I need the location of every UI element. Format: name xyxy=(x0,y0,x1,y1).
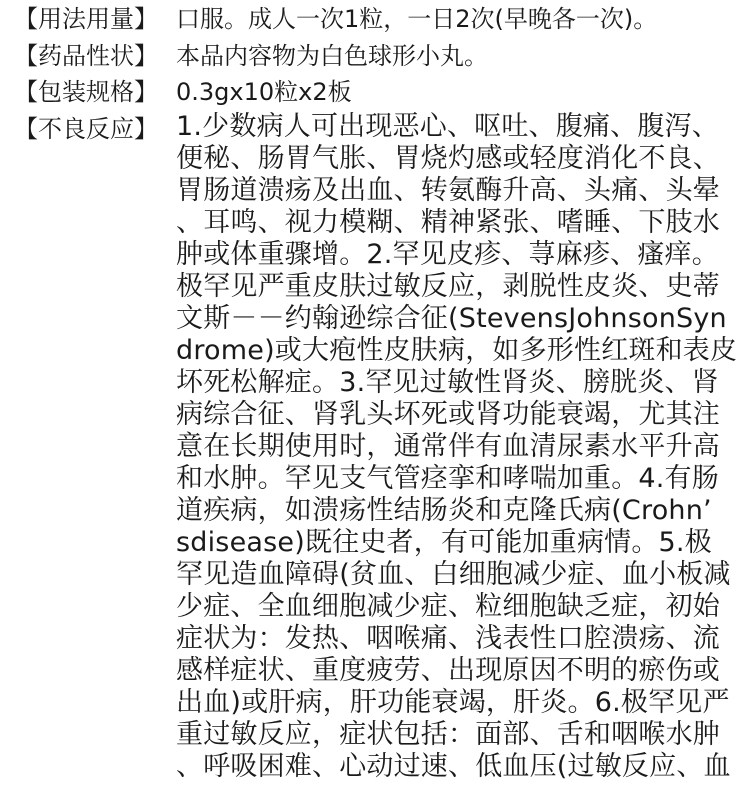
adverse-line: 出血)或肝病，肝功能衰竭，肝炎。6.极罕见严 xyxy=(176,687,730,718)
appearance-value: 本品内容物为白色球形小丸。 xyxy=(176,42,488,70)
adverse-line: 重过敏反应，症状包括：面部、舌和咽喉水肿 xyxy=(176,719,720,750)
adverse-line: 文斯－－约翰逊综合征(StevensJohnsonSyn xyxy=(176,303,727,334)
adverse-line: 胃肠道溃疡及出血、转氨酶升高、头痛、头晕 xyxy=(176,175,720,206)
appearance-label: 【药品性状】 xyxy=(14,42,158,70)
adverse-line: 坏死松解症。3.罕见过敏性肾炎、膀胱炎、肾 xyxy=(176,367,719,398)
package-label: 【包装规格】 xyxy=(14,78,158,106)
adverse-line: 症状为：发热、咽喉痛、浅表性口腔溃疡、流 xyxy=(176,623,720,654)
adverse-line: 、呼吸困难、心动过速、低血压(过敏反应、血 xyxy=(176,751,731,782)
adverse-line: 、耳鸣、视力模糊、精神紧张、嗜睡、下肢水 xyxy=(176,207,720,238)
usage-value: 口服。成人一次1粒，一日2次(早晚各一次)。 xyxy=(176,5,658,33)
usage-label: 【用法用量】 xyxy=(14,5,158,33)
adverse-line: 感样症状、重度疲劳、出现原因不明的瘀伤或 xyxy=(176,655,720,686)
adverse-line: 病综合征、肾乳头坏死或肾功能衰竭，尤其注 xyxy=(176,399,720,430)
adverse-line: 便秘、肠胃气胀、胃烧灼感或轻度消化不良、 xyxy=(176,143,720,174)
adverse-line: 意在长期使用时，通常伴有血清尿素水平升高 xyxy=(176,431,720,462)
adverse-line: 道疾病，如溃疡性结肠炎和克隆氏病(Crohn’ xyxy=(176,495,712,526)
adverse-line: drome)或大疱性皮肤病，如多形性红斑和表皮 xyxy=(176,335,738,366)
adverse-line: sdisease)既往史者，有可能加重病情。5.极 xyxy=(176,527,712,558)
package-value: 0.3gx10粒x2板 xyxy=(176,78,352,106)
adverse-line: 和水肿。罕见支气管痉挛和哮喘加重。4.有肠 xyxy=(176,463,719,494)
adverse-line: 1.少数病人可出现恶心、呕吐、腹痛、腹泻、 xyxy=(176,111,719,142)
adverse-label: 【不良反应】 xyxy=(14,115,158,143)
adverse-line: 少症、全血细胞减少症、粒细胞缺乏症，初始 xyxy=(176,591,720,622)
adverse-line: 肿或体重骤增。2.罕见皮疹、荨麻疹、瘙痒。 xyxy=(176,239,719,270)
adverse-line: 极罕见严重皮肤过敏反应，剥脱性皮炎、史蒂 xyxy=(176,271,720,302)
adverse-line: 罕见造血障碍(贫血、白细胞减少症、血小板减 xyxy=(176,559,731,590)
